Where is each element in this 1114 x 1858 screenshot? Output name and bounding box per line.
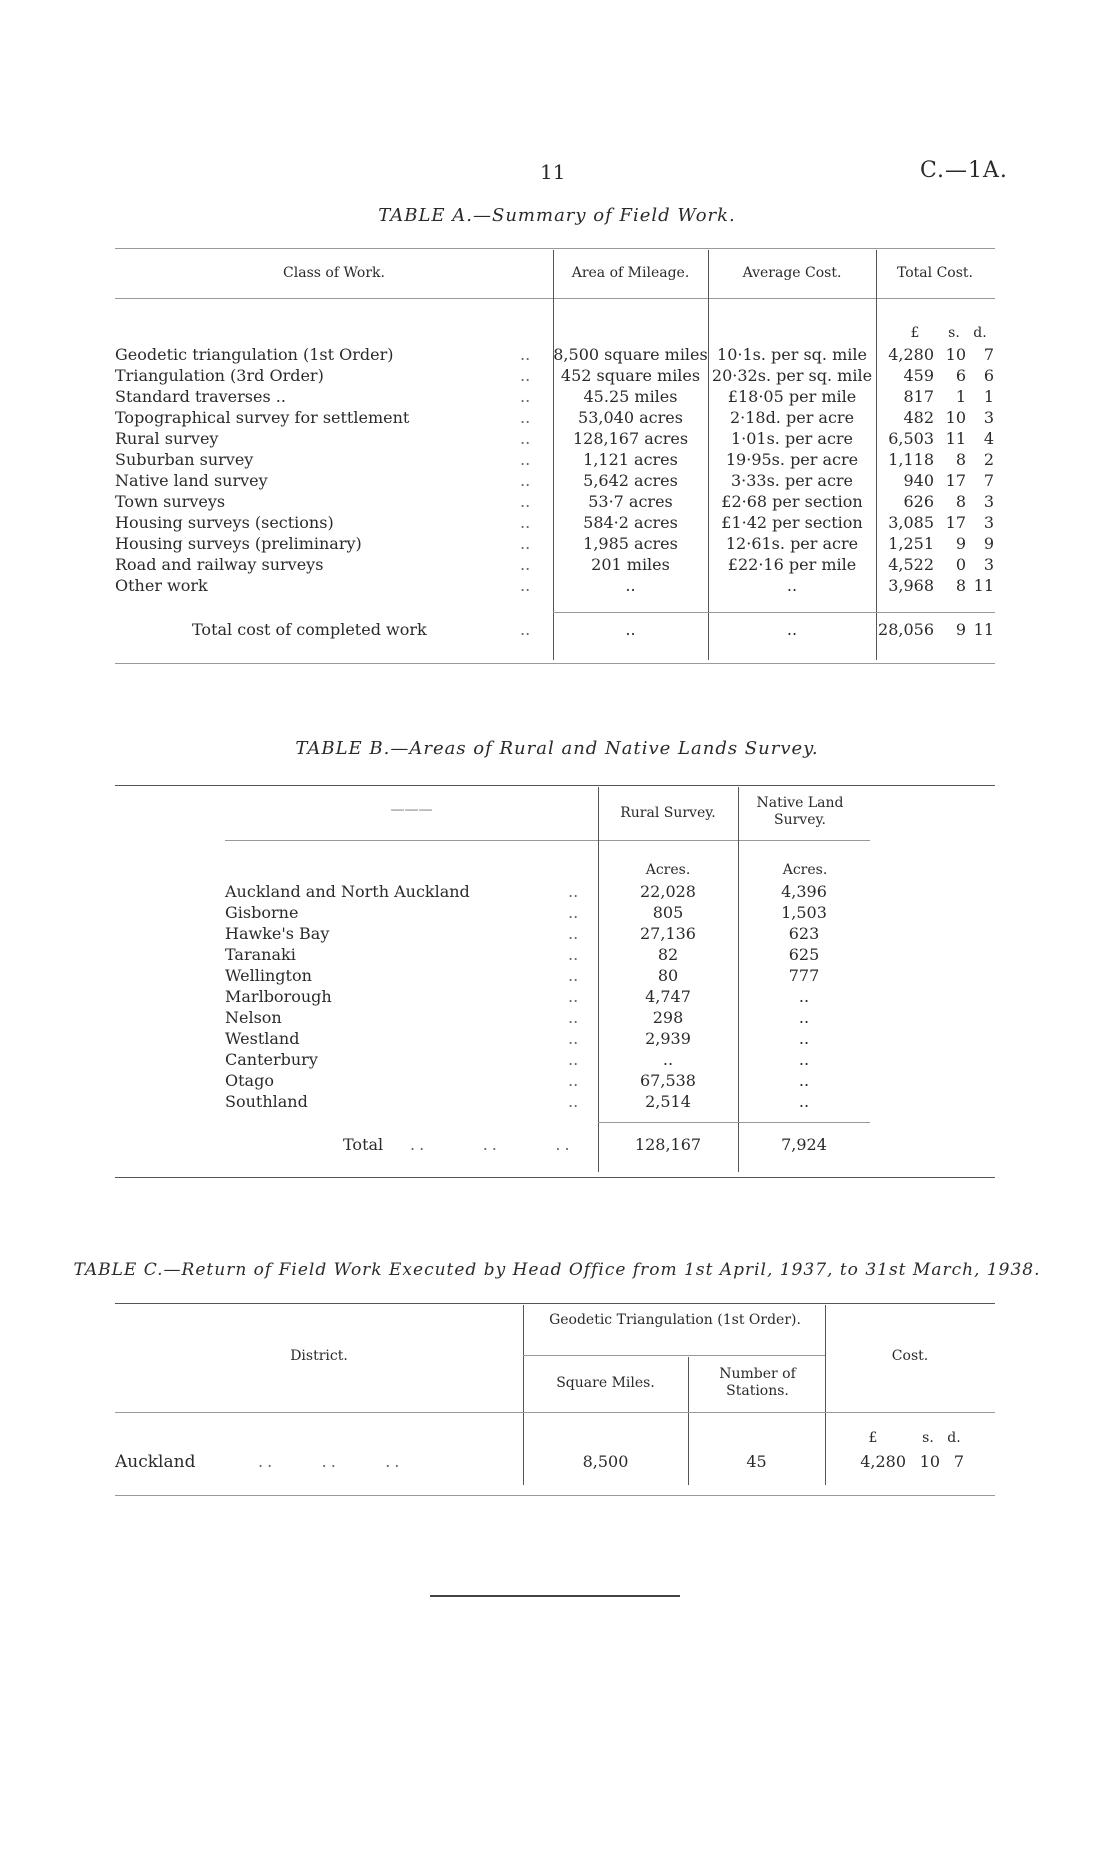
table-b-row-leader: .. xyxy=(568,1008,579,1027)
table-b-row-native: .. xyxy=(798,1050,810,1069)
table-a-row-label: Native land survey xyxy=(115,471,268,490)
table-c-header-sq-miles: Square Miles. xyxy=(556,1375,655,1391)
table-a-title: TABLE A.—Summary of Field Work. xyxy=(378,205,736,226)
table-a-total-label: Total cost of completed work xyxy=(192,620,427,639)
table-a-row-area: 53·7 acres xyxy=(588,492,673,511)
table-a-row-pounds: 482 xyxy=(903,408,934,427)
table-a-row-average: 20·32s. per sq. mile xyxy=(711,366,873,385)
table-c-group-rule xyxy=(523,1355,825,1356)
table-b-total-native: 7,924 xyxy=(781,1135,827,1154)
table-a-row-label: Town surveys xyxy=(115,492,226,511)
table-a-row-average: 10·1s. per sq. mile xyxy=(717,345,867,364)
table-a-row-area: 8,500 square miles xyxy=(553,345,708,364)
table-a-row-shillings: 8 xyxy=(955,576,966,595)
table-a-row-pence: 4 xyxy=(983,429,994,448)
table-b-row-rural: 2,514 xyxy=(645,1092,691,1111)
table-b-row-label: Nelson xyxy=(225,1008,282,1027)
document-reference: C.—1A. xyxy=(920,158,1008,183)
table-a-row-leader: .. xyxy=(520,450,531,469)
table-a-row-leader: .. xyxy=(520,366,531,385)
table-a-total-average: .. xyxy=(786,620,798,639)
table-a-row-area: 1,121 acres xyxy=(583,450,678,469)
table-b-row-native: 1,503 xyxy=(781,903,827,922)
table-a-row-pence: 3 xyxy=(983,555,994,574)
table-a-row-area: 584·2 acres xyxy=(583,513,678,532)
table-a-row-pence: 7 xyxy=(983,345,994,364)
table-a-row-leader: .. xyxy=(520,345,531,364)
table-c-top-rule xyxy=(115,1303,995,1304)
table-a-row-average: 2·18d. per acre xyxy=(729,408,855,427)
table-b-row-native: 623 xyxy=(788,924,820,943)
table-a-row-shillings: 10 xyxy=(945,345,966,364)
table-b-row-leader: .. xyxy=(568,1050,579,1069)
table-c-header-stations: Number of Stations. xyxy=(719,1366,796,1399)
table-b-row-native: 4,396 xyxy=(781,882,827,901)
table-a-row-pounds: 459 xyxy=(903,366,934,385)
table-a-header-total: Total Cost. xyxy=(897,265,973,281)
table-b-row-native: .. xyxy=(798,1029,810,1048)
table-a-top-rule xyxy=(115,248,995,249)
table-a-row-label: Triangulation (3rd Order) xyxy=(115,366,324,385)
table-a-row-average: £18·05 per mile xyxy=(727,387,857,406)
table-a-row-shillings: 17 xyxy=(945,513,966,532)
table-b-header-native: Native Land Survey. xyxy=(756,795,844,828)
table-a-row-leader: .. xyxy=(520,387,531,406)
table-b-row-rural: 80 xyxy=(657,966,679,985)
table-c-currency-shillings: s. xyxy=(922,1430,934,1446)
table-a-row-pence: 1 xyxy=(983,387,994,406)
table-a-row-shillings: 11 xyxy=(945,429,966,448)
table-c-district: Auckland xyxy=(115,1452,196,1472)
table-a-currency-pounds: £ xyxy=(910,325,920,341)
table-b-row-native: 777 xyxy=(788,966,820,985)
table-b-row-label: Otago xyxy=(225,1071,274,1090)
table-a-row-pounds: 3,968 xyxy=(888,576,934,595)
table-c-cost-shillings: 10 xyxy=(919,1452,940,1471)
table-b-row-label: Canterbury xyxy=(225,1050,318,1069)
table-b-row-label: Auckland and North Auckland xyxy=(225,882,470,901)
table-b-row-leader: .. xyxy=(568,903,579,922)
table-a-header-rule xyxy=(115,298,995,299)
table-a-row-leader: .. xyxy=(520,576,531,595)
table-a-row-shillings: 6 xyxy=(955,366,966,385)
table-a-row-label: Other work xyxy=(115,576,208,595)
table-b-header-corner: ——— xyxy=(390,802,433,818)
table-b-row-leader: .. xyxy=(568,882,579,901)
table-b-row-rural: 2,939 xyxy=(645,1029,691,1048)
table-b-row-rural: .. xyxy=(662,1050,674,1069)
table-a-row-area: 53,040 acres xyxy=(578,408,683,427)
table-a-row-label: Suburban survey xyxy=(115,450,254,469)
table-a-row-shillings: 8 xyxy=(955,492,966,511)
table-a-total-pence: 11 xyxy=(973,620,994,639)
table-a-row-average: 1·01s. per acre xyxy=(730,429,854,448)
table-a-row-area: 452 square miles xyxy=(560,366,701,385)
table-a-row-average: £22·16 per mile xyxy=(727,555,857,574)
table-a-row-shillings: 1 xyxy=(955,387,966,406)
table-b-row-rural: 67,538 xyxy=(640,1071,696,1090)
table-c-cost-pence: 7 xyxy=(953,1452,964,1471)
table-a-header-class: Class of Work. xyxy=(283,265,385,281)
table-b-unit-native: Acres. xyxy=(782,862,828,878)
table-b-row-rural: 22,028 xyxy=(640,882,696,901)
table-a-row-pounds: 940 xyxy=(903,471,934,490)
table-b-header-rule xyxy=(225,840,870,841)
table-a-currency-pence: d. xyxy=(973,325,987,341)
table-a-row-area: 201 miles xyxy=(591,555,670,574)
table-b-title: TABLE B.—Areas of Rural and Native Lands Survey. xyxy=(295,738,819,759)
table-a-row-pence: 7 xyxy=(983,471,994,490)
table-a-row-leader: .. xyxy=(520,555,531,574)
table-b-row-rural: 298 xyxy=(652,1008,684,1027)
table-a-row-shillings: 17 xyxy=(945,471,966,490)
table-a-row-leader: .. xyxy=(520,429,531,448)
table-a-row-shillings: 9 xyxy=(955,534,966,553)
table-b-row-leader: .. xyxy=(568,945,579,964)
table-b-total-rule xyxy=(598,1122,870,1123)
table-b-unit-rural: Acres. xyxy=(645,862,691,878)
table-a-header-average: Average Cost. xyxy=(742,265,842,281)
table-a-row-label: Housing surveys (preliminary) xyxy=(115,534,362,553)
table-a-total-shillings: 9 xyxy=(955,620,966,639)
table-a-row-leader: .. xyxy=(520,408,531,427)
table-a-total-area: .. xyxy=(625,620,636,639)
table-b-row-native: .. xyxy=(798,1092,810,1111)
table-a-currency-shillings: s. xyxy=(948,325,960,341)
table-a-row-pence: 2 xyxy=(983,450,994,469)
table-a-row-pence: 9 xyxy=(983,534,994,553)
table-a-row-pence: 3 xyxy=(983,513,994,532)
table-a-row-shillings: 10 xyxy=(945,408,966,427)
table-a-total-leader: .. xyxy=(520,620,531,639)
table-c-header-cost: Cost. xyxy=(891,1348,929,1364)
table-a-row-area: .. xyxy=(625,576,636,595)
table-a-row-leader: .. xyxy=(520,534,531,553)
table-a-row-leader: .. xyxy=(520,492,531,511)
table-b-top-rule xyxy=(115,785,995,786)
table-a-row-average: 12·61s. per acre xyxy=(725,534,859,553)
table-b-row-label: Hawke's Bay xyxy=(225,924,330,943)
table-a-row-pounds: 6,503 xyxy=(888,429,934,448)
table-a-row-label: Geodetic triangulation (1st Order) xyxy=(115,345,394,364)
table-a-row-pence: 3 xyxy=(983,408,994,427)
table-c-stations: 45 xyxy=(746,1452,767,1471)
table-b-row-native: .. xyxy=(798,987,810,1006)
table-b-row-rural: 4,747 xyxy=(645,987,691,1006)
table-a-row-pounds: 1,251 xyxy=(888,534,934,553)
table-b-row-leader: .. xyxy=(568,924,579,943)
table-c-currency-pounds: £ xyxy=(868,1430,878,1446)
table-a-row-average: 19·95s. per acre xyxy=(725,450,859,469)
table-c-header-district: District. xyxy=(290,1348,348,1364)
table-b-row-native: .. xyxy=(798,1071,810,1090)
table-b-row-label: Westland xyxy=(225,1029,300,1048)
table-b-row-label: Gisborne xyxy=(225,903,299,922)
table-a-row-pence: 3 xyxy=(983,492,994,511)
table-a-row-leader: .. xyxy=(520,471,531,490)
table-b-row-leader: .. xyxy=(568,966,579,985)
table-b-total-leader: .. .. .. xyxy=(410,1135,574,1154)
table-a-row-pounds: 1,118 xyxy=(888,450,934,469)
table-a-row-area: 5,642 acres xyxy=(583,471,678,490)
table-a-row-shillings: 8 xyxy=(955,450,966,469)
table-a-row-label: Road and railway surveys xyxy=(115,555,324,574)
table-a-row-leader: .. xyxy=(520,513,531,532)
table-c-title: TABLE C.—Return of Field Work Executed by Head Office from 1st April, 1937, to 31st March, 1938. xyxy=(73,1260,1041,1280)
table-a-row-average: .. xyxy=(786,576,798,595)
table-c-header-group: Geodetic Triangulation (1st Order). xyxy=(549,1312,801,1328)
table-a-row-average: 3·33s. per acre xyxy=(730,471,854,490)
table-a-row-label: Rural survey xyxy=(115,429,219,448)
closing-rule xyxy=(430,1595,680,1597)
table-b-row-leader: .. xyxy=(568,1092,579,1111)
table-a-row-label: Standard traverses .. xyxy=(115,387,286,406)
table-a-row-pounds: 4,522 xyxy=(888,555,934,574)
table-a-row-label: Topographical survey for settlement xyxy=(115,408,410,427)
table-a-row-area: 1,985 acres xyxy=(583,534,678,553)
table-a-row-pounds: 3,085 xyxy=(888,513,934,532)
table-a-row-label: Housing surveys (sections) xyxy=(115,513,334,532)
table-a-row-area: 128,167 acres xyxy=(572,429,689,448)
table-a-row-pounds: 817 xyxy=(903,387,934,406)
table-b-row-rural: 82 xyxy=(657,945,679,964)
table-c-currency-pence: d. xyxy=(947,1430,961,1446)
table-b-row-native: .. xyxy=(798,1008,810,1027)
table-c-cost-pounds: 4,280 xyxy=(860,1452,906,1471)
table-a-total-rule xyxy=(553,612,995,613)
table-c-col-divider-3 xyxy=(825,1305,826,1485)
table-b-row-leader: .. xyxy=(568,1029,579,1048)
table-b-row-label: Southland xyxy=(225,1092,308,1111)
table-b-bottom-rule xyxy=(115,1177,995,1178)
table-b-row-leader: .. xyxy=(568,1071,579,1090)
table-c-district-leader: .. .. .. xyxy=(258,1452,404,1471)
table-c-header-rule xyxy=(115,1412,995,1413)
table-c-bottom-rule xyxy=(115,1495,995,1496)
page-number: 11 xyxy=(540,160,566,184)
table-a-bottom-rule xyxy=(115,663,995,664)
table-a-row-average: £2·68 per section xyxy=(721,492,863,511)
table-b-row-label: Wellington xyxy=(225,966,312,985)
table-b-total-rural: 128,167 xyxy=(634,1135,702,1154)
table-a-row-pounds: 626 xyxy=(903,492,934,511)
table-b-row-native: 625 xyxy=(788,945,820,964)
table-c-sq-miles: 8,500 xyxy=(582,1452,629,1471)
table-a-row-area: 45.25 miles xyxy=(583,387,678,406)
table-b-total-label: Total xyxy=(343,1135,384,1154)
table-a-row-pounds: 4,280 xyxy=(888,345,934,364)
table-a-row-shillings: 0 xyxy=(955,555,966,574)
table-b-row-rural: 27,136 xyxy=(640,924,696,943)
table-b-row-rural: 805 xyxy=(652,903,684,922)
table-b-row-leader: .. xyxy=(568,987,579,1006)
table-a-total-pounds: 28,056 xyxy=(878,620,934,639)
table-a-row-average: £1·42 per section xyxy=(721,513,863,532)
table-b-header-rural: Rural Survey. xyxy=(620,805,716,821)
table-b-row-label: Taranaki xyxy=(225,945,296,964)
table-a-row-pence: 6 xyxy=(983,366,994,385)
table-b-row-label: Marlborough xyxy=(225,987,332,1006)
table-a-header-area: Area of Mileage. xyxy=(571,265,690,281)
table-a-row-pence: 11 xyxy=(973,576,994,595)
